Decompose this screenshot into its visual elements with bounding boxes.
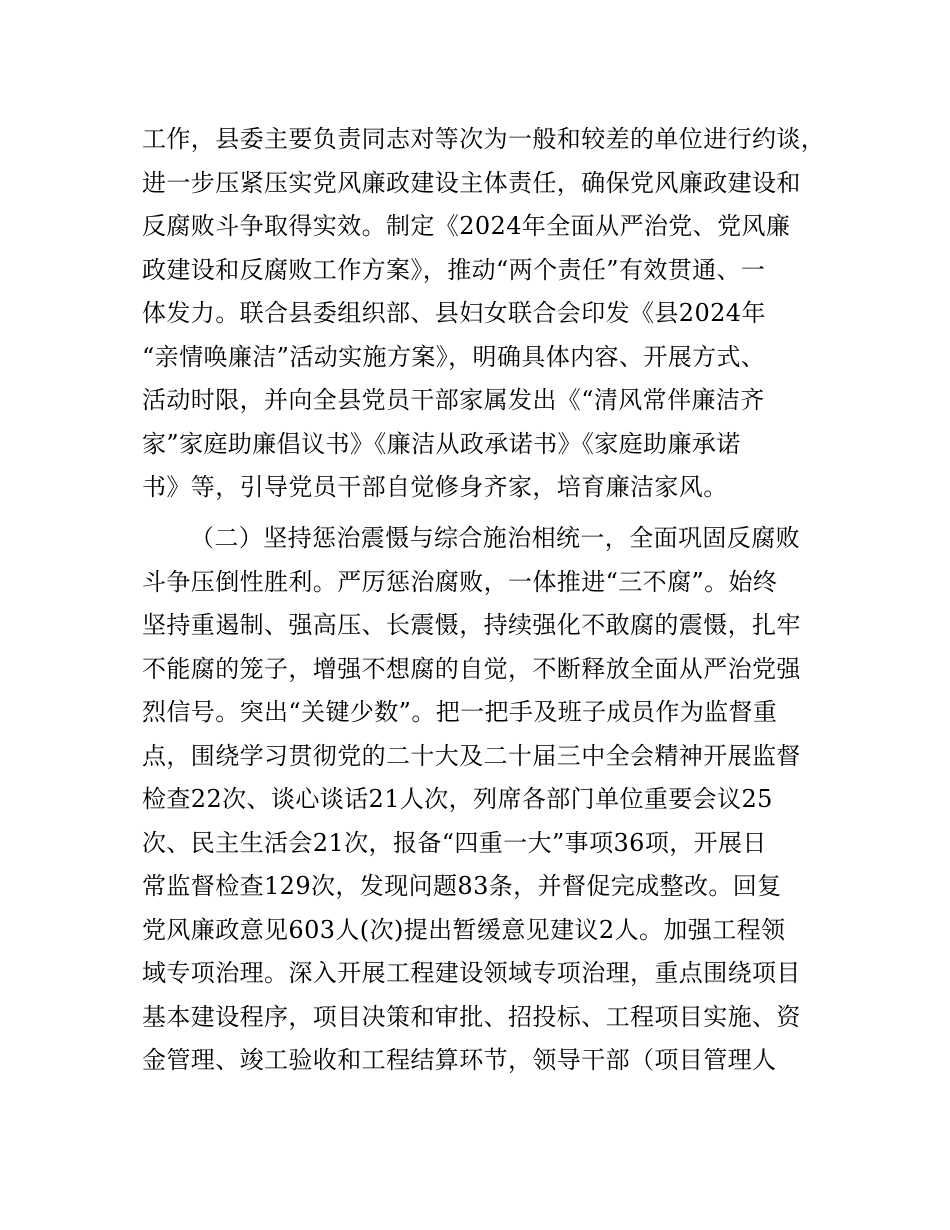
text-line: 政建设和反腐败工作方案》，推动“两个责任”有效贯通、一 xyxy=(142,255,766,284)
text-line: 次、民主生活会21次，报备“四重一大”事项36项，开展日 xyxy=(142,828,767,857)
text-line: 体发力。联合县委组织部、县妇女联合会印发《县2024年 xyxy=(142,299,766,327)
text-line: 烈信号。突出“关键少数”。把一把手及班子成员作为监督重 xyxy=(142,698,778,726)
text-line: 不能腐的笼子，增强不想腐的自觉，不断释放全面从严治党强 xyxy=(142,654,801,683)
text-line: 党风廉政意见603人(次)提出暂缓意见建议2人。加强工程领 xyxy=(142,915,786,944)
text-line: 家”家庭助廉倡议书》《廉洁从政承诺书》《家庭助廉承诺 xyxy=(142,429,741,458)
text-line: 坚持重遏制、强高压、长震慑，持续强化不敢腐的震慑，扎牢 xyxy=(142,611,801,639)
text-line: 检查22次、谈心谈话21人次，列席各部门单位重要会议25 xyxy=(142,785,773,813)
text-line: 活动时限，并向全县党员干部家属发出《“清风常伴廉洁齐 xyxy=(142,386,765,414)
text-line: 域专项治理。深入开展工程建设领域专项治理，重点围绕项目 xyxy=(142,959,801,987)
text-line: 点，围绕学习贯彻党的二十大及二十届三中全会精神开展监督 xyxy=(142,741,801,770)
text-line: 金管理、竣工验收和工程结算环节，领导干部（项目管理人 xyxy=(142,1046,777,1074)
section-heading-line: （二）坚持惩治震慑与综合施治相统一，全面巩固反腐败 xyxy=(190,524,800,552)
text-line: 反腐败斗争取得实效。制定《2024年全面从严治党、党风廉 xyxy=(142,212,791,240)
text-line: “亲情唤廉洁”活动实施方案》，明确具体内容、开展方式、 xyxy=(142,342,766,371)
text-line: 工作，县委主要负责同志对等次为一般和较差的单位进行约谈， xyxy=(142,125,826,153)
text-line: 基本建设程序，项目决策和审批、招投标、工程项目实施、资 xyxy=(142,1002,801,1031)
text-line: 常监督检查129次，发现问题83条，并督促完成整改。回复 xyxy=(142,872,782,900)
text-line: 进一步压紧压实党风廉政建设主体责任，确保党风廉政建设和 xyxy=(142,168,801,197)
text-line: 斗争压倒性胜利。严厉惩治腐败，一体推进“三不腐”。始终 xyxy=(142,567,778,596)
text-line: 书》等，引导党员干部自觉修身齐家，培育廉洁家风。 xyxy=(142,473,728,501)
